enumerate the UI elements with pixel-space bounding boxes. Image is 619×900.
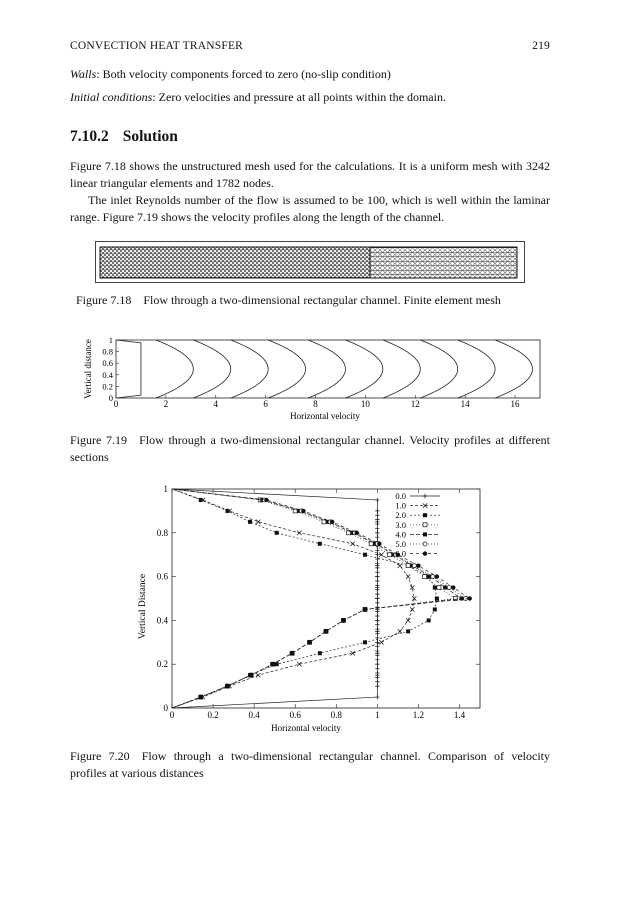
x-tick-label: 0: [169, 710, 175, 720]
data-point-plus: [375, 535, 379, 539]
velocity-profile-line: [231, 340, 268, 398]
mesh-region-regular: [100, 247, 370, 278]
y-tick-label: 0: [163, 703, 168, 713]
y-tick-label: 1: [108, 335, 113, 345]
data-point-open-square: [423, 575, 427, 579]
walls-line: [70, 66, 550, 83]
data-point-open-circle: [423, 542, 427, 546]
data-point-plus: [375, 644, 379, 648]
data-point-plus: [375, 517, 379, 521]
data-point-plus: [375, 653, 379, 657]
y-tick-label: 0.2: [156, 659, 168, 670]
series-1.0: [172, 489, 416, 708]
x-tick-label: 0.8: [330, 710, 342, 720]
figure-7-19-label: Figure 7.19: [70, 433, 128, 447]
y-tick-label: 0: [108, 393, 113, 403]
data-point-filled-square: [318, 651, 322, 655]
series-line: [172, 489, 466, 708]
data-point-plus: [375, 566, 379, 570]
paragraph-1: Figure 7.18 shows the unstructured mesh used for the calculations. It is a uniform mesh with 3242 linear triangular elements and 1782 nodes.: [70, 159, 550, 190]
velocity-profile-line: [268, 340, 305, 398]
section-heading: [70, 128, 178, 146]
x-tick-label: 14: [460, 399, 470, 409]
data-point-x: [398, 629, 402, 633]
data-point-filled-square: [363, 553, 367, 557]
velocity-profile-line: [156, 340, 193, 398]
x-tick-label: 10: [360, 399, 370, 409]
data-point-open-circle: [431, 575, 435, 579]
data-point-open-square: [423, 523, 427, 527]
figure-7-20-chart: [130, 482, 500, 742]
data-point-plus: [375, 592, 379, 596]
walls-label: Walls: [70, 67, 97, 81]
data-point-filled-circle: [290, 651, 294, 655]
section-number: 7.10.2: [70, 128, 109, 145]
figure-7-20-label: Figure 7.20: [70, 749, 130, 763]
legend-label: 0.0: [395, 491, 406, 501]
data-point-x: [256, 673, 260, 677]
data-point-filled-circle: [264, 498, 268, 502]
data-point-filled-circle: [270, 662, 274, 666]
legend-entry: [395, 529, 440, 539]
data-point-filled-square: [443, 586, 447, 590]
y-tick-label: 0.4: [102, 369, 113, 380]
data-point-filled-square: [363, 640, 367, 644]
data-point-plus: [375, 680, 379, 684]
data-point-plus: [375, 662, 379, 666]
velocity-profile-line: [193, 340, 230, 398]
data-point-plus: [375, 498, 379, 502]
data-point-plus: [375, 658, 379, 662]
figure-7-20-caption: [70, 748, 550, 782]
data-point-plus: [375, 675, 379, 679]
x-tick-label: 1.2: [412, 710, 425, 720]
data-point-plus: [375, 631, 379, 635]
legend-label: 3.0: [395, 519, 406, 530]
velocity-profile-line: [345, 340, 382, 398]
x-tick-label: 1: [375, 710, 380, 720]
legend-entry: [395, 491, 440, 501]
data-point-plus: [375, 605, 379, 609]
data-point-plus: [375, 583, 379, 587]
x-tick-label: 0.2: [207, 710, 219, 720]
data-point-plus: [375, 570, 379, 574]
data-point-filled-circle: [377, 542, 381, 546]
x-tick-label: 0.6: [289, 710, 301, 720]
series-line: [172, 489, 455, 708]
data-point-x: [350, 542, 354, 546]
data-point-plus: [375, 649, 379, 653]
data-point-plus: [375, 596, 379, 600]
y-tick-label: 1: [163, 484, 168, 494]
data-point-plus: [423, 494, 427, 498]
initial-conditions-text: : Zero velocities and pressure at all points within the domain.: [152, 90, 446, 104]
data-point-plus: [375, 601, 379, 605]
data-point-filled-circle: [307, 640, 311, 644]
figure-7-19-caption: [70, 432, 550, 466]
data-point-filled-circle: [330, 520, 334, 524]
paragraph-2: The inlet Reynolds number of the flow is assumed to be 100, which is well within the laminar range. Figure 7.19 shows the velocity profiles along the length of the channel.: [70, 193, 550, 224]
legend-entry: [395, 501, 440, 511]
running-head: [70, 40, 550, 52]
page-number: 219: [532, 40, 550, 52]
data-point-plus: [375, 588, 379, 592]
x-tick-label: 2: [163, 399, 169, 409]
data-point-plus: [375, 531, 379, 535]
velocity-profile-line: [495, 340, 532, 398]
data-point-x: [410, 607, 414, 611]
data-point-x: [379, 553, 383, 557]
data-point-plus: [375, 574, 379, 578]
data-point-plus: [375, 666, 379, 670]
data-point-filled-circle: [324, 629, 328, 633]
data-point-filled-square: [275, 531, 279, 535]
data-point-plus: [375, 614, 379, 618]
legend-entry: [395, 539, 440, 549]
initial-conditions-line: [70, 89, 550, 106]
y-tick-label: 0.4: [156, 615, 168, 626]
data-point-filled-square: [433, 586, 437, 590]
data-point-filled-circle: [301, 509, 305, 513]
section-title: Solution: [122, 128, 178, 145]
x-tick-label: 8: [313, 399, 318, 409]
data-point-plus: [375, 579, 379, 583]
x-tick-label: 4: [213, 399, 219, 409]
data-point-plus: [375, 627, 379, 631]
x-tick-label: 12: [410, 399, 420, 409]
data-point-filled-circle: [225, 684, 229, 688]
data-point-plus: [375, 522, 379, 526]
data-point-open-circle: [447, 586, 451, 590]
body-text: [70, 158, 550, 226]
y-tick-label: 0.6: [102, 358, 113, 369]
data-point-filled-circle: [435, 574, 439, 578]
data-point-open-square: [406, 564, 410, 568]
series-0.0: [172, 489, 380, 708]
y-axis-label: Vertical Distance: [138, 573, 148, 640]
running-head-title: CONVECTION HEAT TRANSFER: [70, 40, 244, 52]
y-tick-label: 0.8: [102, 346, 113, 357]
mesh-region-irregular: [370, 247, 517, 278]
data-point-filled-square: [318, 542, 322, 546]
data-point-plus: [375, 561, 379, 565]
x-axis-label: Horizontal velocity: [271, 723, 341, 733]
data-point-plus: [375, 509, 379, 513]
velocity-profile-line: [458, 340, 495, 398]
series-5.0: [172, 489, 468, 708]
data-point-filled-square: [248, 520, 252, 524]
data-point-plus: [375, 548, 379, 552]
data-point-x: [379, 640, 383, 644]
data-point-x: [297, 531, 301, 535]
data-point-plus: [375, 671, 379, 675]
data-point-filled-circle: [363, 607, 367, 611]
data-point-plus: [375, 526, 379, 530]
data-point-filled-circle: [355, 531, 359, 535]
data-point-filled-square: [435, 597, 439, 601]
data-point-plus: [375, 623, 379, 627]
legend-label: 4.0: [395, 529, 406, 540]
data-point-filled-circle: [341, 618, 345, 622]
x-tick-label: 16: [510, 399, 520, 409]
data-point-open-square: [437, 586, 441, 590]
data-point-x: [256, 520, 260, 524]
y-axis-label: Vertical distance: [83, 339, 93, 399]
data-point-plus: [375, 684, 379, 688]
data-point-open-square: [369, 542, 373, 546]
legend-entry: [395, 549, 440, 559]
data-point-filled-square: [423, 532, 427, 536]
data-point-filled-square: [406, 629, 410, 633]
figure-7-18-label: Figure 7.18: [76, 293, 132, 307]
data-point-filled-square: [433, 607, 437, 611]
data-point-plus: [375, 695, 379, 699]
x-tick-label: 1.4: [453, 710, 466, 720]
data-point-filled-square: [275, 662, 279, 666]
walls-text: : Both velocity components forced to zero (no-slip condition): [96, 67, 391, 81]
legend-entry: [395, 520, 440, 530]
x-axis-label: Horizontal velocity: [290, 411, 360, 421]
x-tick-label: 6: [263, 399, 268, 409]
data-point-filled-circle: [249, 673, 253, 677]
figure-7-19-text: Flow through a two-dimensional rectangular channel. Velocity profiles at different sections: [70, 433, 550, 464]
data-point-filled-square: [427, 618, 431, 622]
legend-label: 5.0: [395, 539, 406, 549]
series-line: [172, 489, 462, 708]
velocity-profile-line: [308, 340, 345, 398]
velocity-profile-line: [116, 340, 141, 398]
figure-7-18-text: Flow through a two-dimensional rectangular channel. Finite element mesh: [143, 293, 501, 307]
velocity-profile-line: [383, 340, 420, 398]
data-point-filled-circle: [423, 551, 427, 555]
data-point-filled-square: [199, 498, 203, 502]
data-point-x: [406, 618, 410, 622]
series-line: [172, 489, 470, 708]
y-tick-label: 0.6: [156, 571, 168, 582]
data-point-filled-circle: [451, 585, 455, 589]
figure-7-18-caption: [76, 292, 556, 309]
figure-7-19-chart: [80, 330, 550, 425]
initial-conditions-label: Initial conditions: [70, 90, 153, 104]
data-point-filled-circle: [416, 563, 420, 567]
data-point-plus: [375, 513, 379, 517]
velocity-profile-line: [420, 340, 457, 398]
data-point-plus: [375, 609, 379, 613]
data-point-filled-square: [423, 513, 427, 517]
data-point-filled-square: [225, 509, 229, 513]
legend-label: 2.0: [395, 510, 406, 521]
x-tick-label: 0: [113, 399, 119, 409]
y-tick-label: 0.2: [102, 381, 113, 392]
series-4.0: [172, 489, 464, 708]
legend-entry: [395, 510, 440, 520]
data-point-x: [406, 574, 410, 578]
data-point-filled-circle: [199, 695, 203, 699]
x-tick-label: 0.4: [248, 710, 260, 720]
y-tick-label: 0.8: [156, 527, 168, 538]
figure-7-20-text: Flow through a two-dimensional rectangular channel. Comparison of velocity profiles at various distances: [70, 749, 550, 780]
data-point-plus: [375, 618, 379, 622]
legend-label: 6.0: [395, 548, 406, 559]
data-point-filled-circle: [468, 596, 472, 600]
series-line: [172, 489, 377, 708]
legend-label: 1.0: [395, 500, 406, 511]
figure-7-18-mesh: [95, 241, 525, 283]
